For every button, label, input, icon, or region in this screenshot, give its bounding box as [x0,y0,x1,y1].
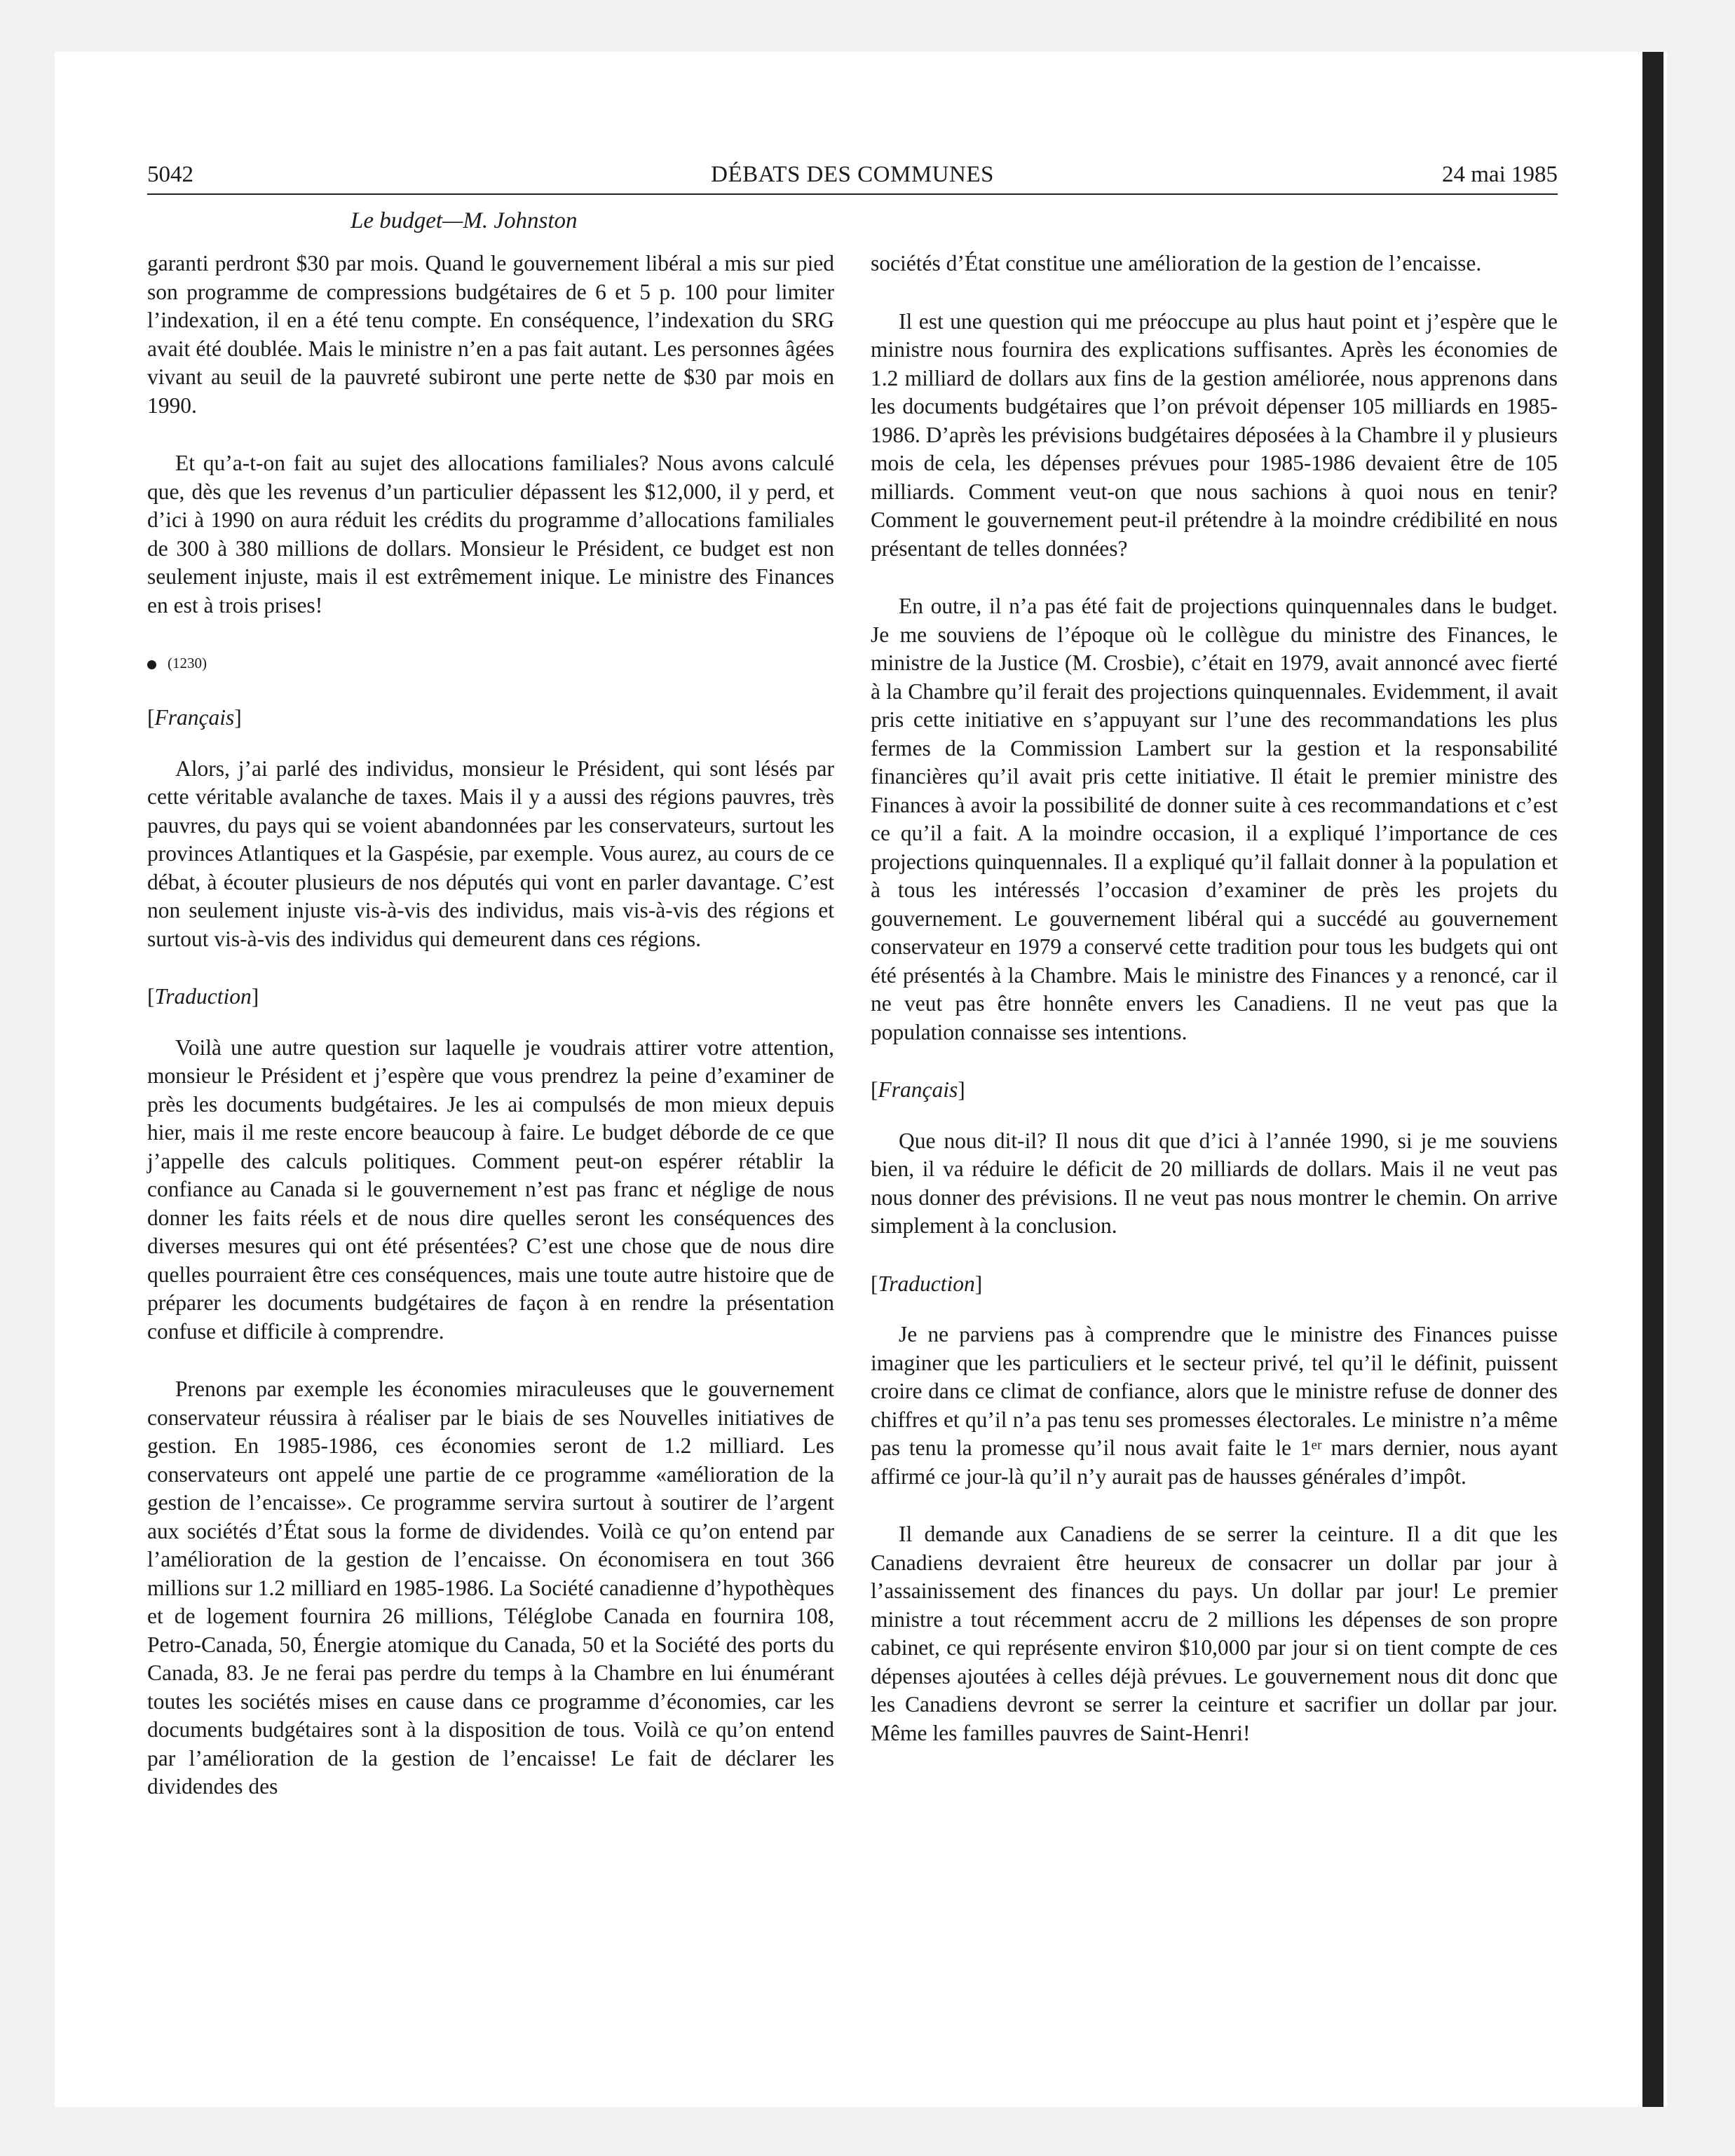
time-stamp: (1230) [168,655,207,671]
page-date: 24 mai 1985 [1442,162,1558,187]
language-label: [Traduction] [871,1271,983,1296]
language-label-text: Traduction [154,984,252,1009]
paragraph: Il demande aux Canadiens de se serrer la ceinture. Il a dit que les Canadiens devraient être heureux de consacrer un dollar par jour à l’assainissement des finances du pays. Un dollar par jour! Le premier ministre a tout récemment accru de 2 millions les dépenses de son propre cabinet, ce qui représente environ $10,000 par jour si on tient compte de ces dépenses ajoutées à celles déjà prévues. Le gouvernement nous dit donc que les Canadiens devront se serrer la ceinture et sacrifier un dollar par jour. Même les familles pauvres de Saint-Henri! [871,1522,1558,1745]
paragraph: Voilà une autre question sur laquelle je voudrais attirer votre attention, monsieur le Président et j’espère que vous prendrez la peine d’examiner de près les documents budgétaires. Je les ai compulsés de mon mieux depuis hier, mais il me reste encore beaucoup à faire. Le budget déborde de ce que j’appelle des calculs politiques. Comment peut-on espérer rétablir la confiance au Canada si le gouvernement n’est pas franc et néglige de nous donner les faits réels et de nous dire quelles seront les conséquences des diverses mesures qui ont été présentées? C’est une chose que de nous dire quelles pourraient être ces conséquences, mais une toute autre histoire que de préparer les documents budgétaires de façon à en rendre la présentation confuse et difficile à comprendre. [147,1035,834,1344]
paragraph: Prenons par exemple les économies miraculeuses que le gouvernement conservateur réussira à réaliser par le biais de ses Nouvelles initiatives de gestion. En 1985-1986, ces économies seront de 1.2 milliard. Les conservateurs ont appelé une partie de ce programme «amélioration de la gestion de l’encaisse». Ce programme servira surtout à soutirer de l’argent aux sociétés d’État sous la forme de dividendes. Voilà ce qu’on entend par l’amélioration de la gestion de l’encaisse. On économisera en tout 366 millions sur 1.2 milliard en 1985-1986. La Société canadienne d’hypothèques et de logement fournira 26 millions, Téléglobe Canada en fournira 108, Petro-Canada, 50, Énergie atomique du Canada, 50 et la Société des ports du Canada, 83. Je ne ferai pas perdre du temps à la Chambre en lui énumérant toutes les sociétés mises en cause dans ce programme d’économies, car les documents budgétaires sont à la disposition de tous. Voilà ce qu’on entend par l’amélioration de la gestion de l’encaisse! Le fait de déclarer les dividendes des [147,1377,834,1799]
left-column [147,250,834,1831]
paragraph: Il est une question qui me préoccupe au plus haut point et j’espère que le ministre nous fournira des explications suffisantes. Après les économies de 1.2 milliard de dollars aux fins de la gestion améliorée, nous apprenons dans les documents budgétaires que l’on prévoit dépenser 105 milliards en 1985-1986. D’après les prévisions budgétaires déposées à la Chambre il y plusieurs mois de cela, les dépenses prévues pour 1985-1986 devaient être de 105 milliards. Comment veut-on que nous sachions à quoi nous en tenir? Comment le gouvernement peut-il prétendre à la moindre crédibilité en nous présentant de telles données? [871,308,1558,561]
running-head: Le budget—M. Johnston [351,208,578,233]
language-label: [Traduction] [147,984,259,1009]
paragraph: sociétés d’État constitue une amélioration de la gestion de l’encaisse. [871,251,1482,275]
language-label-text: Français [878,1077,958,1102]
language-label: [Français] [147,705,242,730]
language-label: [Français] [871,1077,965,1102]
scan-edge [1642,52,1663,2107]
language-label-text: Traduction [878,1271,975,1296]
paragraph: En outre, il n’a pas été fait de projections quinquennales dans le budget. Je me souviens de l’époque où le collègue du ministre des Finances, le ministre de la Justice (M. Crosbie), c’était en 1979, avait annoncé avec fierté à la Chambre qu’il ferait des projections quinquennales. Evidemment, il avait pris cette initiative en s’appuyant sur l’une des recommandations les plus fermes de la Commission Lambert sur la gestion et la responsabilité financières qu’il avait pris cette initiative. Il était le premier ministre des Finances à avoir la possibilité de donner suite à ces recommandations et c’est ce qu’il a fait. A la moindre occasion, il a expliqué l’importance de ces projections quinquennales. Il a expliqué qu’il fallait donner à la population et à tous les intéressés l’occasion d’examiner de près les projets du gouvernement. Le gouvernement libéral qui a succédé au gouvernement conservateur en 1979 a conservé cette tradition pour tous les budgets qui ont été présentés à la Chambre. Mais le ministre des Finances y a renoncé, car il ne veut pas être honnête envers les Canadiens. Il ne veut pas que la population connaisse ses intentions. [871,594,1558,1044]
page-header [147,157,1558,192]
paragraph: Que nous dit-il? Il nous dit que d’ici à l’année 1990, si je me souviens bien, il va réduire le déficit de 20 milliards de dollars. Mais il ne veut pas nous donner des prévisions. Il ne veut pas nous montrer le chemin. On arrive simplement à la conclusion. [871,1128,1558,1238]
page-number: 5042 [147,162,193,187]
publication-title: DÉBATS DES COMMUNES [711,162,994,187]
paragraph: Et qu’a-t-on fait au sujet des allocations familiales? Nous avons calculé que, dès que les revenus d’un particulier dépassent les $12,000, il y perd, et d’ici à 1990 on aura réduit les crédits du programme d’allocations familiales de 300 à 380 millions de dollars. Monsieur le Président, ce budget est non seulement injuste, mais il est extrêmement inique. Le ministre des Finances en est à trois prises! [147,451,834,618]
paragraph: Je ne parviens pas à comprendre que le ministre des Finances puisse imaginer que les particuliers et le secteur privé, tel qu’il le définit, puissent croire dans ce climat de confiance, alors que le ministre refuse de donner des chiffres et qu’il n’a pas tenu ses promesses électorales. Le ministre n’a même pas tenu la promesse qu’il nous avait faite le 1ᵉʳ mars dernier, nous ayant affirmé ce jour-là qu’il n’y aurait pas de hausses générales d’impôt. [871,1322,1558,1489]
header-rule [147,193,1558,195]
paragraph: Alors, j’ai parlé des individus, monsieur le Président, qui sont lésés par cette véritable avalanche de taxes. Mais il y a aussi des régions pauvres, très pauvres, du pays qui se voient abandonnées par les conservateurs, surtout les provinces Atlantiques et la Gaspésie, par exemple. Vous aurez, au cours de ce débat, à écouter plusieurs de nos députés qui vont en parler davantage. C’est non seulement injuste vis-à-vis des individus, mais vis-à-vis des régions et surtout vis-à-vis des individus qui demeurent dans ces régions. [147,756,834,951]
right-column [871,250,1558,1777]
time-marker [147,649,834,677]
bullet-icon [147,660,156,669]
paragraph: garanti perdront $30 par mois. Quand le gouvernement libéral a mis sur pied son programme de compressions budgétaires de 6 et 5 p. 100 pour limiter l’indexation, il en a été tenu compte. En conséquence, l’indexation du SRG avait été doublée. Mais le ministre n’en a pas fait autant. Les personnes âgées vivant au seuil de la pauvreté subiront une perte nette de $30 par mois en 1990. [147,251,834,418]
language-label-text: Français [154,705,235,730]
